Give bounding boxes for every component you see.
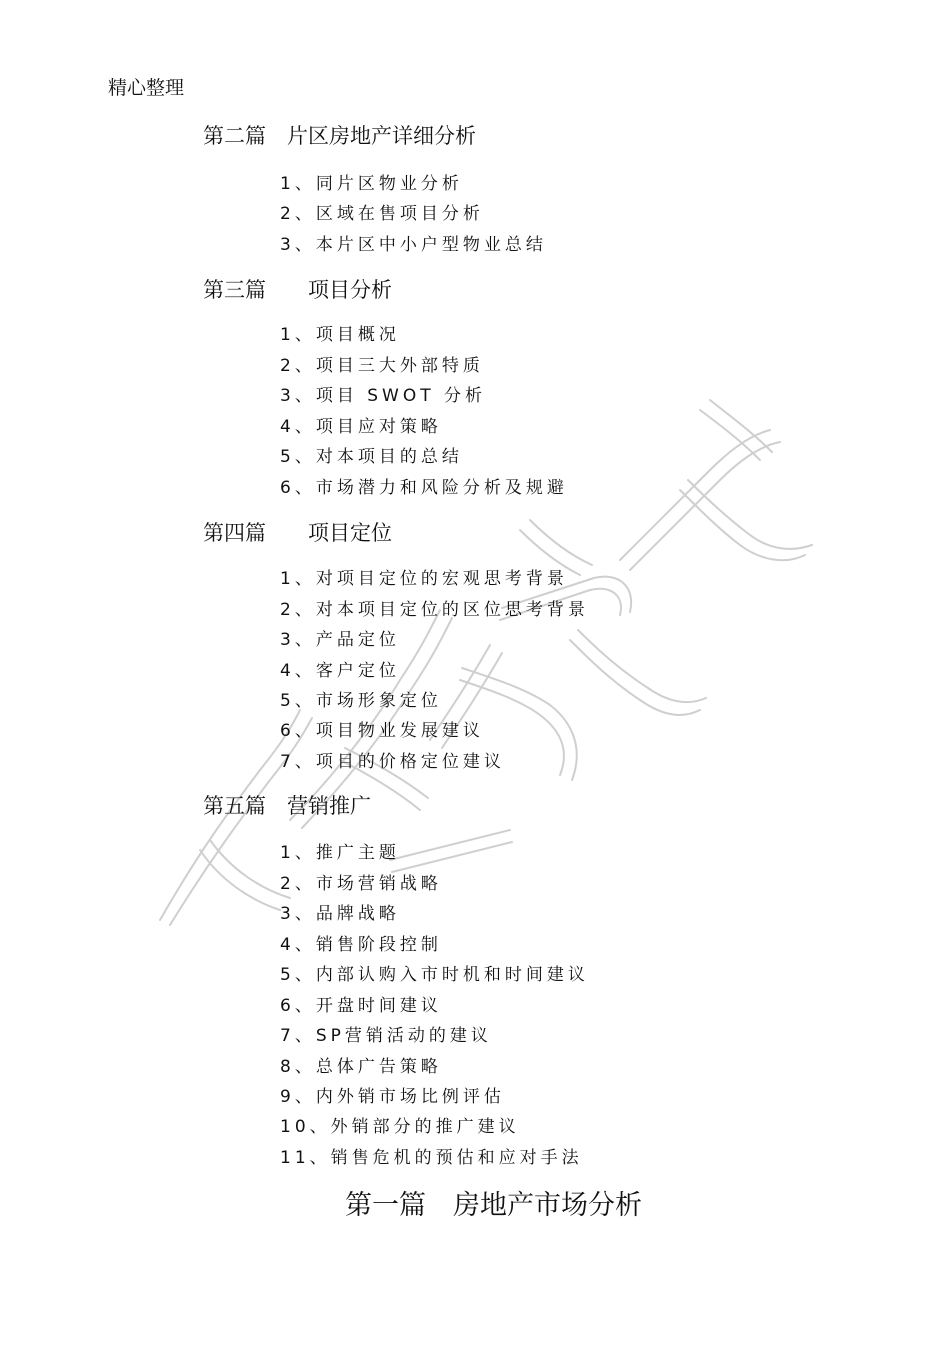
toc-item: 1、推广主题 — [280, 843, 400, 863]
toc-item: 2、对本项目定位的区位思考背景 — [280, 600, 589, 620]
section-title-3: 第三篇 项目分析 — [203, 278, 392, 302]
chapter-heading: 第一篇 房地产市场分析 — [345, 1190, 642, 1221]
toc-item: 6、市场潜力和风险分析及规避 — [280, 478, 568, 498]
toc-item: 1、对项目定位的宏观思考背景 — [280, 569, 568, 589]
toc-item: 1、项目概况 — [280, 325, 400, 345]
toc-item: 2、项目三大外部特质 — [280, 356, 484, 376]
page-header: 精心整理 — [108, 77, 185, 99]
toc-item: 3、产品定位 — [280, 630, 400, 650]
toc-item: 5、市场形象定位 — [280, 691, 442, 711]
toc-item: 6、项目物业发展建议 — [280, 721, 484, 741]
toc-item: 5、对本项目的总结 — [280, 447, 463, 467]
toc-item: 3、本片区中小户型物业总结 — [280, 235, 547, 255]
toc-item: 5、内部认购入市时机和时间建议 — [280, 965, 589, 985]
section-title-4: 第四篇 项目定位 — [203, 521, 392, 545]
toc-item: 4、销售阶段控制 — [280, 935, 442, 955]
toc-item: 4、客户定位 — [280, 661, 400, 681]
toc-item: 3、品牌战略 — [280, 904, 400, 924]
toc-item: 9、内外销市场比例评估 — [280, 1087, 505, 1107]
section-title-5: 第五篇 营销推广 — [203, 794, 371, 818]
toc-item: 8、总体广告策略 — [280, 1057, 442, 1077]
toc-item: 4、项目应对策略 — [280, 417, 442, 437]
toc-item: 11、销售危机的预估和应对手法 — [280, 1148, 583, 1168]
toc-item: 7、项目的价格定位建议 — [280, 752, 505, 772]
toc-item: 2、市场营销战略 — [280, 874, 442, 894]
toc-item: 1、同片区物业分析 — [280, 174, 463, 194]
toc-item: 7、SP营销活动的建议 — [280, 1026, 492, 1046]
toc-item: 3、项目 SWOT 分析 — [280, 386, 486, 406]
toc-item: 6、开盘时间建议 — [280, 996, 442, 1016]
section-title-2: 第二篇 片区房地产详细分析 — [203, 124, 476, 148]
watermark-graphic — [140, 380, 820, 940]
toc-item: 2、区域在售项目分析 — [280, 204, 484, 224]
toc-item: 10、外销部分的推广建议 — [280, 1117, 520, 1137]
